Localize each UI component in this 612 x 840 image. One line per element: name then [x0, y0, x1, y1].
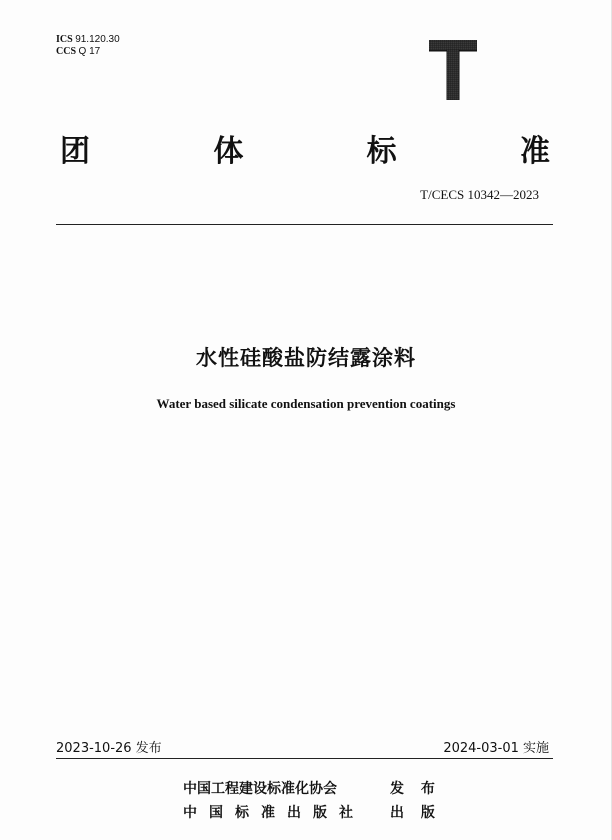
heading-char-3: 标	[366, 134, 397, 169]
heading-char-2: 体	[213, 134, 244, 169]
classification-codes	[56, 34, 120, 58]
bottom-divider	[56, 758, 553, 759]
ccs-label: CCS	[56, 46, 77, 57]
ics-label: ICS	[56, 34, 73, 45]
press-name: 中国标准出版社	[183, 805, 365, 821]
ccs-code	[56, 46, 120, 58]
ics-value: 91.120.30	[75, 34, 120, 45]
top-divider	[56, 224, 553, 225]
issuer-action: 发 布	[390, 781, 441, 797]
heading-char-1: 团	[60, 134, 90, 169]
ics-code	[56, 34, 120, 46]
t-standard-mark-icon	[429, 40, 477, 100]
issue-date: 2023-10-26 发布	[56, 741, 162, 756]
implementation-date: 2024-03-01 实施	[443, 741, 549, 756]
standard-number: T/CECS 10342—2023	[420, 187, 539, 202]
publisher-row-press	[183, 802, 453, 822]
title-english: Water based silicate condensation prevention coatings	[156, 396, 456, 411]
standard-type-heading	[60, 126, 550, 169]
ccs-value: Q 17	[78, 46, 101, 57]
publisher-row-issuer	[183, 778, 453, 798]
title-chinese: 水性硅酸盐防结露涂料	[196, 346, 416, 370]
issuer-name: 中国工程建设标准化协会	[183, 781, 337, 797]
press-action: 出 版	[390, 805, 441, 821]
heading-char-4: 准	[519, 134, 550, 169]
